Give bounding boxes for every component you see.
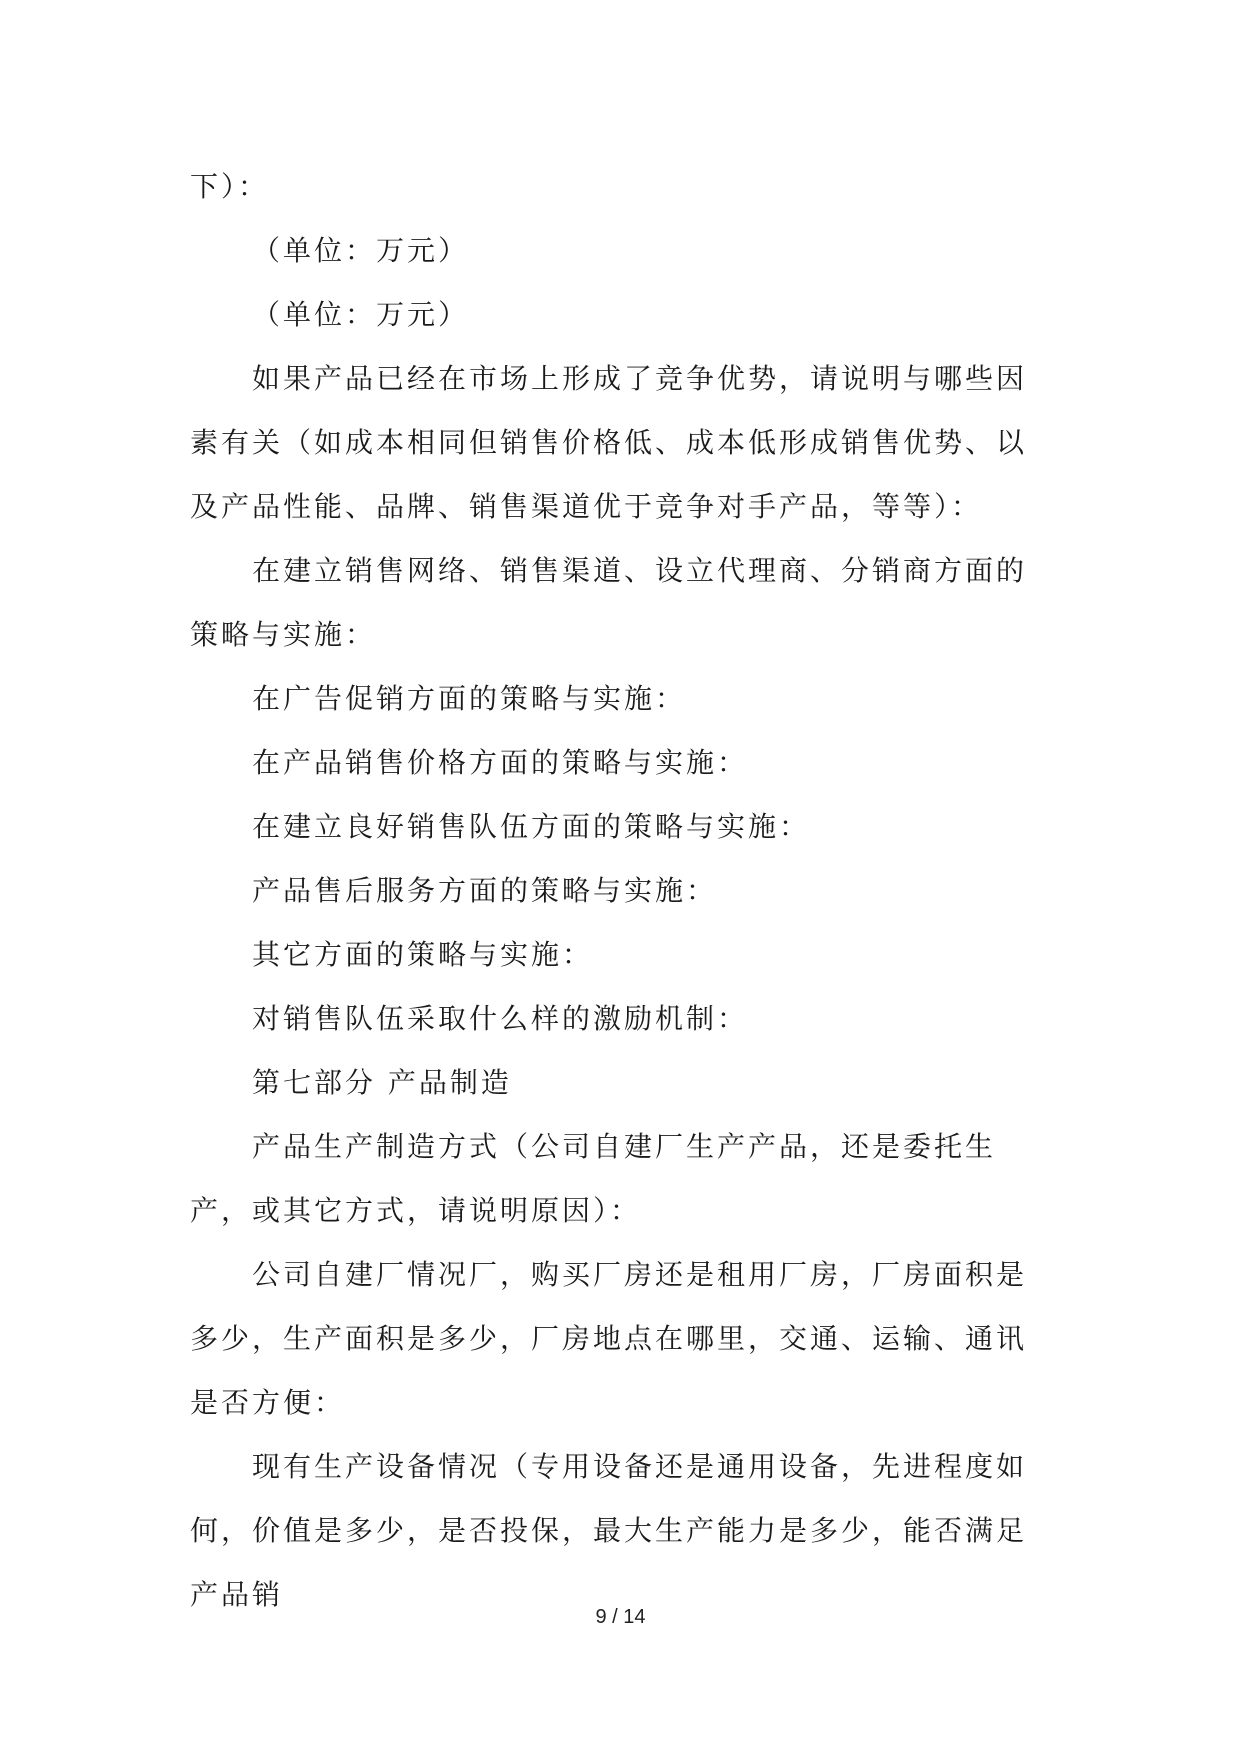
paragraph-sales-network: 在建立销售网络、销售渠道、设立代理商、分销商方面的策略与实施：	[190, 554, 1028, 651]
paragraph-competitive-advantage: 如果产品已经在市场上形成了竞争优势，请说明与哪些因素有关（如成本相同但销售价格低、成本低形成销售优势、以及产品性能、品牌、销售渠道优于竞争对手产品，等等）：	[190, 362, 1028, 523]
paragraph-sales-team: 在建立良好销售队伍方面的策略与实施：	[252, 810, 811, 843]
section-heading: 第七部分 产品制造	[252, 1066, 512, 1099]
paragraph-advertising: 在广告促销方面的策略与实施：	[252, 682, 687, 715]
paragraph-equipment: 现有生产设备情况（专用设备还是通用设备，先进程度如何，价值是多少，是否投保，最大生产能力是多少，能否满足产品销	[190, 1450, 1028, 1611]
paragraph-manufacturing-method: 产品生产制造方式（公司自建厂生产产品，还是委托生产，或其它方式，请说明原因）：	[190, 1130, 997, 1227]
unit-note: （单位：万元）	[252, 298, 470, 331]
page-body	[190, 155, 1050, 1627]
paragraph-other-strategies: 其它方面的策略与实施：	[252, 938, 594, 971]
paragraph-after-sales: 产品售后服务方面的策略与实施：	[252, 874, 718, 907]
paragraph-factory: 公司自建厂情况厂，购买厂房还是租用厂房，厂房面积是多少，生产面积是多少，厂房地点在哪里，交通、运输、通讯是否方便：	[190, 1258, 1028, 1419]
paragraph-pricing: 在产品销售价格方面的策略与实施：	[252, 746, 749, 779]
page-number: 9 / 14	[595, 1606, 646, 1628]
unit-note: （单位：万元）	[252, 234, 470, 267]
paragraph-continuation: 下）：	[190, 170, 270, 203]
paragraph-incentives: 对销售队伍采取什么样的激励机制：	[252, 1002, 749, 1035]
